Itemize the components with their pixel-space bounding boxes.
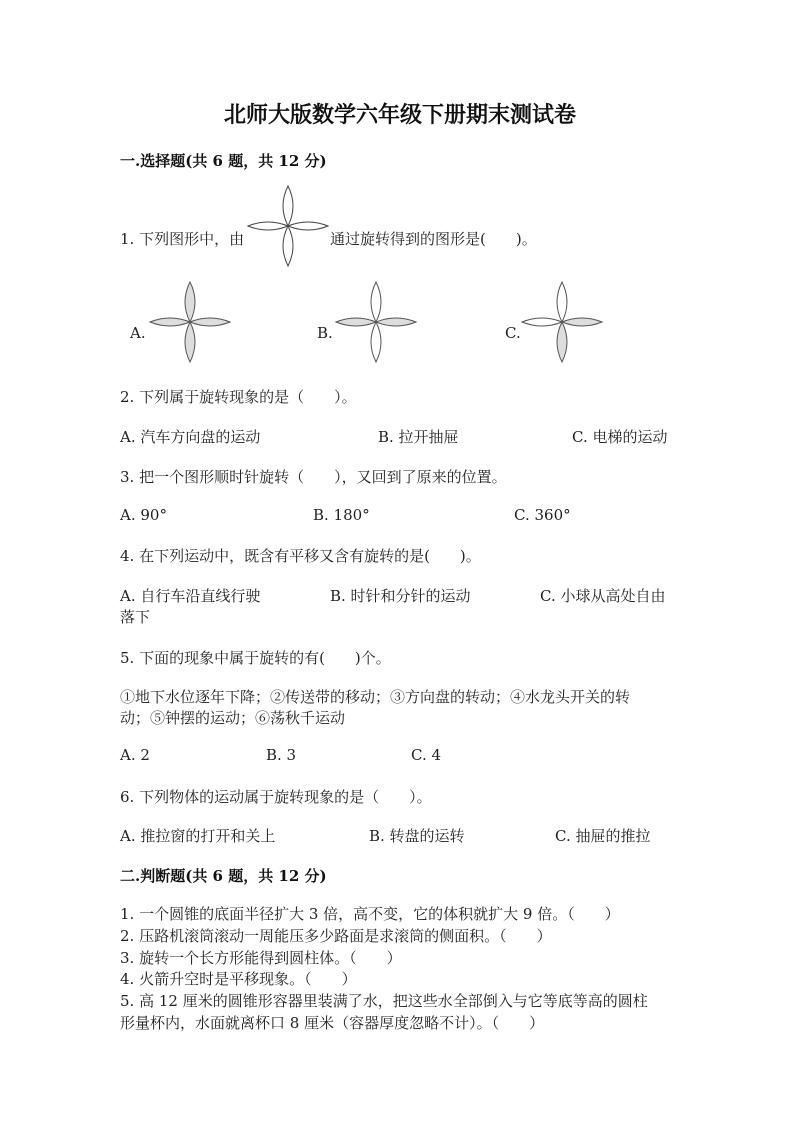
judge-item-4: 4. 火箭升空时是平移现象。（ ） — [120, 970, 357, 988]
q4-option-b[interactable]: B. 时针和分针的运动 — [330, 587, 471, 605]
petal-right — [288, 222, 328, 230]
petal-right — [376, 318, 416, 326]
q2-option-c[interactable]: C. 电梯的运动 — [572, 428, 668, 446]
q4-option-c[interactable]: C. 小球从高处自由 — [540, 587, 666, 605]
judge-item-5-line-1: 5. 高 12 厘米的圆锥形容器里装满了水，把这些水全部倒入与它等底等高的圆柱 — [120, 992, 648, 1010]
flower-option-c-icon[interactable] — [522, 282, 602, 362]
q6-option-b[interactable]: B. 转盘的运转 — [369, 827, 465, 845]
q1-option-c-label[interactable]: C. — [505, 324, 521, 342]
judge-item-1: 1. 一个圆锥的底面半径扩大 3 倍，高不变，它的体积就扩大 9 倍。（ ） — [120, 905, 620, 923]
petal-bottom — [185, 322, 195, 362]
petal-top — [371, 282, 381, 322]
question-5-stem: 5. 下面的现象中属于旋转的有( )个。 — [120, 649, 391, 667]
question-1-stem-end: 通过旋转得到的图形是( )。 — [330, 230, 537, 248]
question-5-items-line-2: 动；⑤钟摆的运动；⑥荡秋千运动 — [120, 709, 346, 727]
flower-option-a-icon[interactable] — [150, 282, 230, 362]
question-4-stem: 4. 在下列运动中，既含有平移又含有旋转的是( )。 — [120, 547, 481, 565]
section-heading-judge: 二.判断题(共 6 题，共 12 分) — [120, 867, 327, 885]
q6-option-c[interactable]: C. 抽屉的推拉 — [555, 827, 651, 845]
flower-option-b-icon[interactable] — [336, 282, 416, 362]
judge-item-2: 2. 压路机滚筒滚动一周能压多少路面是求滚筒的侧面积。（ ） — [120, 927, 552, 945]
section-heading-choice: 一.选择题(共 6 题，共 12 分) — [120, 152, 327, 170]
petal-top — [185, 282, 195, 322]
q3-option-a[interactable]: A. 90° — [120, 506, 167, 524]
q6-option-a[interactable]: A. 推拉窗的打开和关上 — [120, 827, 276, 845]
petal-bottom — [371, 322, 381, 362]
q4-option-a[interactable]: A. 自行车沿直线行驶 — [120, 587, 261, 605]
q5-option-a[interactable]: A. 2 — [120, 746, 150, 764]
question-6-stem: 6. 下列物体的运动属于旋转现象的是（ ）。 — [120, 788, 432, 806]
q1-option-a-label[interactable]: A. — [130, 324, 146, 342]
q2-option-a[interactable]: A. 汽车方向盘的运动 — [120, 428, 261, 446]
q3-option-c[interactable]: C. 360° — [514, 506, 571, 524]
q3-option-b[interactable]: B. 180° — [313, 506, 370, 524]
q5-option-b[interactable]: B. 3 — [266, 746, 297, 764]
q2-option-b[interactable]: B. 拉开抽屉 — [378, 428, 459, 446]
question-3-stem: 3. 把一个图形顺时针旋转（ ），又回到了原来的位置。 — [120, 468, 507, 486]
petal-right — [190, 318, 230, 326]
page-title: 北师大版数学六年级下册期末测试卷 — [223, 102, 576, 128]
q4-option-c-wrap: 落下 — [120, 608, 151, 626]
q5-option-c[interactable]: C. 4 — [411, 746, 442, 764]
petal-bottom — [283, 226, 293, 266]
q1-option-b-label[interactable]: B. — [317, 324, 333, 342]
petal-bottom — [557, 322, 567, 362]
petal-top — [557, 282, 567, 322]
question-2-stem: 2. 下列属于旋转现象的是（ ）。 — [120, 388, 357, 406]
petal-top — [283, 186, 293, 226]
question-1-stem-start: 1. 下列图形中，由 — [120, 230, 245, 248]
petal-right — [562, 318, 602, 326]
petal-left — [522, 318, 562, 326]
judge-item-3: 3. 旋转一个长方形能得到圆柱体。（ ） — [120, 949, 402, 967]
petal-left — [248, 222, 288, 230]
petal-left — [150, 318, 190, 326]
question-5-items-line-1: ①地下水位逐年下降；②传送带的移动；③方向盘的转动；④水龙头开关的转 — [120, 688, 631, 706]
judge-item-5-line-2: 形量杯内，水面就离杯口 8 厘米（容器厚度忽略不计）。（ ） — [120, 1014, 545, 1032]
petal-left — [336, 318, 376, 326]
flower-figure-icon — [248, 186, 328, 266]
